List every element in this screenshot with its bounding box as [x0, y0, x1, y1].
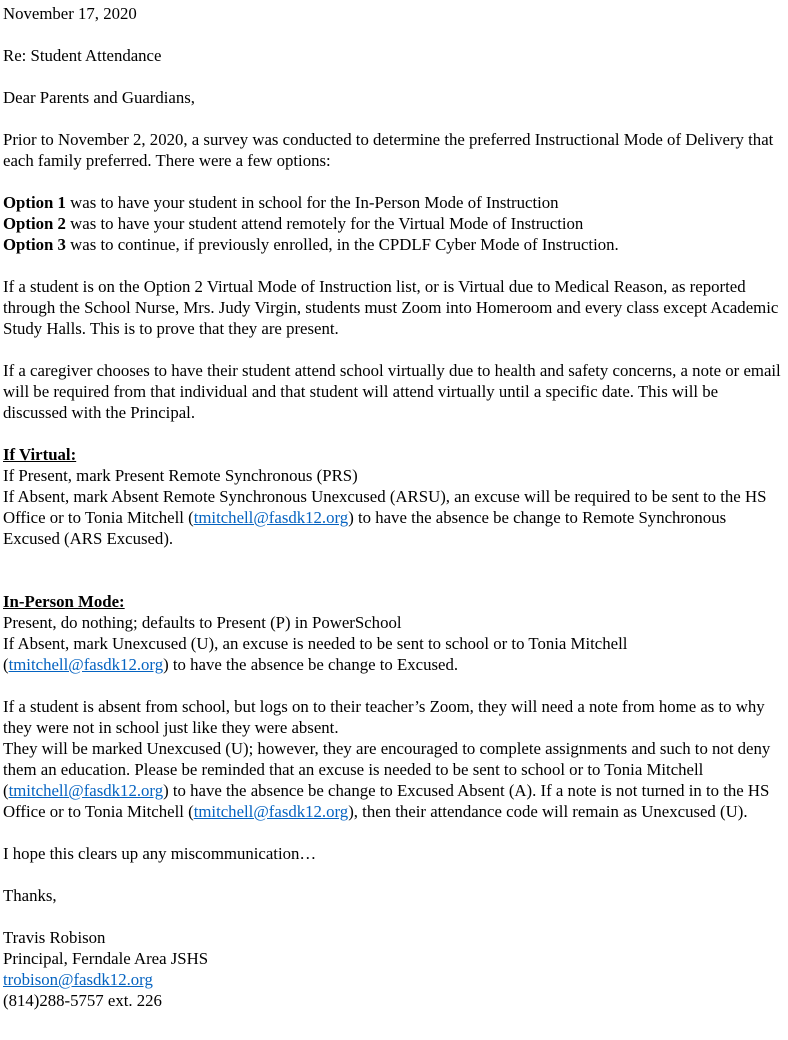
signature-block — [3, 927, 785, 1011]
option-3-label: Option 3 — [3, 235, 66, 254]
option-1-text: was to have your student in school for the In-Person Mode of Instruction — [65, 193, 559, 212]
virtual-list-paragraph: If a student is on the Option 2 Virtual Mode of Instruction list, or is Virtual due to Medical Reason, as reported through the School Nurse, Mrs. Judy Virgin, students must Zoom into Homeroom and every class except Academic Study Halls. This is to prove that they are present. — [3, 277, 779, 338]
option-3 — [3, 234, 785, 255]
virtual-heading: If Virtual: — [3, 445, 77, 464]
thanks: Thanks, — [3, 886, 57, 905]
virtual-absent-rule — [3, 486, 785, 549]
unexcused-text-3: ), then their attendance code will remain as Unexcused (U). — [348, 802, 748, 821]
unexcused-text-2: ) to have the absence be change to Excused Absent (A). If a note is not turned in to the HS Office or to Tonia Mitchell ( — [3, 781, 770, 821]
virtual-absent-text-2: ) to have the absence be change to Remote Synchronous Excused (ARS Excused). — [3, 508, 727, 548]
intro-paragraph: Prior to November 2, 2020, a survey was conducted to determine the preferred Instructional Mode of Delivery that each family preferred. There were a few options: — [3, 130, 774, 170]
caregiver-paragraph: If a caregiver chooses to have their student attend school virtually due to health and safety concerns, a note or email will be required from that individual and that student will attend virtually until a specific date. This will be discussed with the Principal. — [3, 361, 781, 422]
option-1 — [3, 192, 785, 213]
in-person-heading: In-Person Mode: — [3, 592, 125, 611]
zoom-paragraph: If a student is absent from school, but logs on to their teacher’s Zoom, they will need a note from home as to why they were not in school just like they were absent. — [3, 697, 765, 737]
email-link[interactable]: tmitchell@fasdk12.org — [8, 781, 164, 800]
option-1-label: Option 1 — [3, 193, 66, 212]
signature-title: Principal, Ferndale Area JSHS — [3, 949, 209, 968]
salutation: Dear Parents and Guardians, — [3, 88, 195, 107]
email-link[interactable]: tmitchell@fasdk12.org — [8, 655, 164, 674]
in-person-section — [3, 591, 785, 675]
option-3-text: was to continue, if previously enrolled, in the CPDLF Cyber Mode of Instruction. — [65, 235, 619, 254]
virtual-absent-text-1: If Absent, mark Absent Remote Synchronous Unexcused (ARSU), an excuse will be required to be sent to the HS Office or to Tonia Mitchell ( — [3, 487, 767, 527]
option-2-label: Option 2 — [3, 214, 66, 233]
letter-date: November 17, 2020 — [3, 4, 137, 23]
virtual-present-rule: If Present, mark Present Remote Synchronous (PRS) — [3, 466, 358, 485]
letter-document — [3, 3, 785, 1011]
email-link[interactable]: tmitchell@fasdk12.org — [193, 508, 349, 527]
closing-line: I hope this clears up any miscommunication… — [3, 844, 317, 863]
virtual-section — [3, 444, 785, 549]
option-2-text: was to have your student attend remotely for the Virtual Mode of Instruction — [65, 214, 584, 233]
signature-email-link[interactable]: trobison@fasdk12.org — [3, 970, 153, 989]
email-link[interactable]: tmitchell@fasdk12.org — [193, 802, 349, 821]
in-person-absent-rule — [3, 633, 785, 675]
signature-name: Travis Robison — [3, 928, 106, 947]
unexcused-paragraph — [3, 738, 785, 822]
in-person-present-rule: Present, do nothing; defaults to Present (P) in PowerSchool — [3, 613, 402, 632]
in-person-absent-text-2: ) to have the absence be change to Excused. — [163, 655, 459, 674]
subject-line: Re: Student Attendance — [3, 46, 162, 65]
options-list — [3, 192, 785, 255]
unexcused-text-1: They will be marked Unexcused (U); however, they are encouraged to complete assignments and such to not deny them an education. Please be reminded that an excuse is needed to be sent to school or to Tonia Mitchell ( — [3, 739, 771, 800]
in-person-absent-text-1: If Absent, mark Unexcused (U), an excuse is needed to be sent to school or to Tonia Mitchell ( — [3, 634, 628, 674]
option-2 — [3, 213, 785, 234]
signature-phone: (814)288-5757 ext. 226 — [3, 991, 162, 1010]
